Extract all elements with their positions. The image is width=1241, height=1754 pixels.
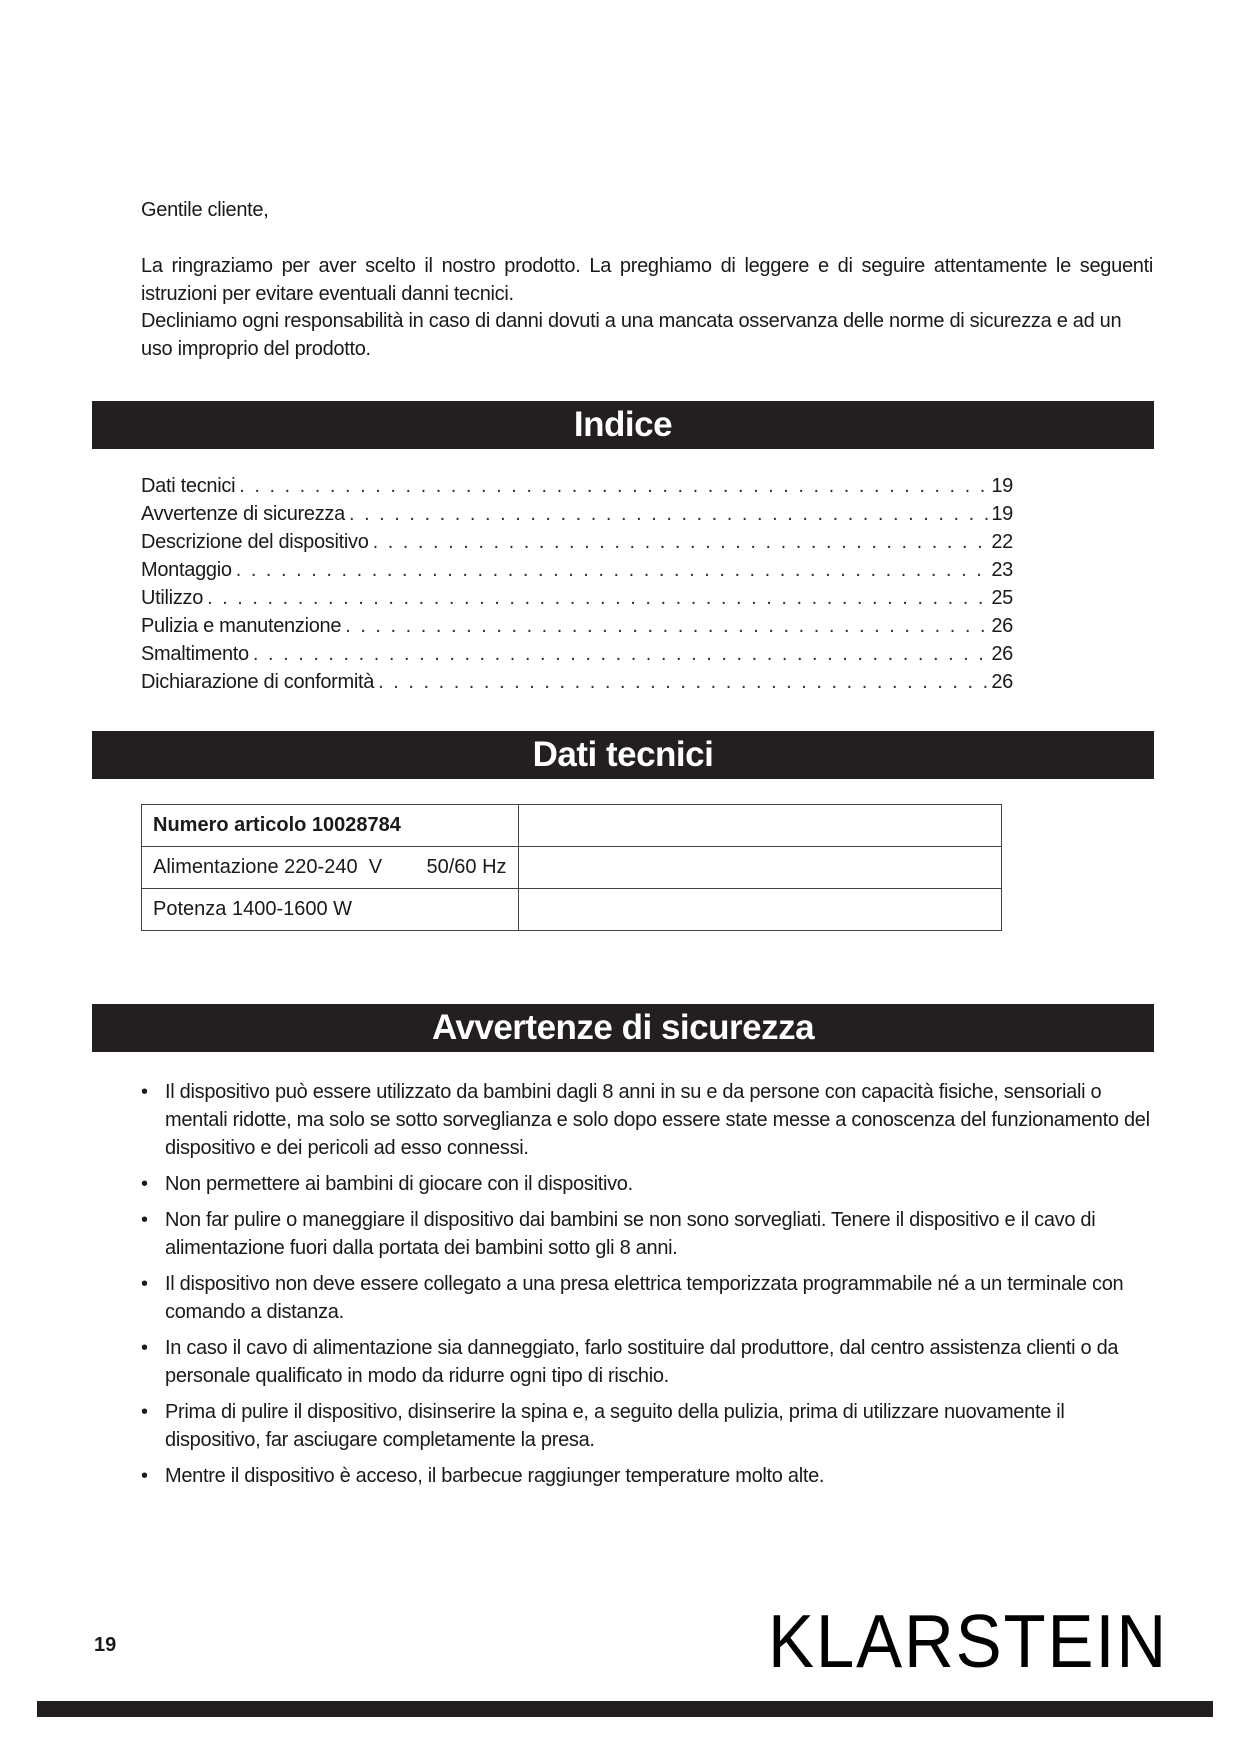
intro-paragraph-2: Decliniamo ogni responsabilità in caso di danni dovuti a una mancata osservanza delle norme di sicurezza e ad un uso improprio del prodotto. [141, 310, 1122, 360]
page-number: 19 [94, 1634, 117, 1656]
toc-leader [203, 584, 989, 612]
toc-label: Descrizione del dispositivo [141, 531, 369, 553]
toc-page: 26 [991, 615, 1013, 637]
safety-text: Il dispositivo non deve essere collegato a una presa elettrica temporizzata programmabile né a un terminale con comando a distanza. [165, 1273, 1124, 1323]
brand-logo: KLARSTEIN [768, 1599, 1169, 1683]
section-header-index: Indice [92, 401, 1154, 449]
table-of-contents [141, 472, 1013, 696]
spec-cell-text: Alimentazione 220-240 V 50/60 Hz [153, 856, 507, 878]
bullet-icon: • [141, 1081, 148, 1103]
safety-item [141, 1078, 1151, 1162]
safety-item [141, 1270, 1151, 1326]
toc-label: Pulizia e manutenzione [141, 615, 342, 637]
table-row [142, 805, 1002, 847]
intro-paragraph-1: La ringraziamo per aver scelto il nostro prodotto. La preghiamo di leggere e di seguire attentamente le seguenti istruzioni per evitare eventuali danni tecnici. [141, 255, 1153, 305]
spec-cell [142, 847, 519, 889]
toc-leader [345, 500, 989, 528]
table-row [142, 889, 1002, 931]
safety-item [141, 1398, 1151, 1454]
toc-page: 19 [991, 475, 1013, 497]
toc-leader [374, 668, 989, 696]
toc-label: Montaggio [141, 559, 232, 581]
bullet-icon: • [141, 1337, 148, 1359]
toc-item[interactable] [141, 640, 1013, 668]
toc-item[interactable] [141, 668, 1013, 696]
bullet-icon: • [141, 1209, 148, 1231]
toc-leader [249, 640, 989, 668]
toc-leader [232, 556, 990, 584]
toc-item[interactable] [141, 500, 1013, 528]
bullet-icon: • [141, 1465, 148, 1487]
spec-cell: Potenza 1400-1600 W [142, 889, 519, 931]
table-row [142, 847, 1002, 889]
safety-list [141, 1078, 1151, 1498]
toc-item[interactable] [141, 472, 1013, 500]
bullet-icon: • [141, 1273, 148, 1295]
toc-page: 23 [991, 559, 1013, 581]
footer-bar [37, 1701, 1213, 1717]
toc-leader [235, 472, 989, 500]
spec-cell [518, 847, 1001, 889]
toc-page: 19 [991, 503, 1013, 525]
toc-item[interactable] [141, 528, 1013, 556]
toc-page: 26 [991, 671, 1013, 693]
spec-cell [518, 805, 1001, 847]
toc-label: Utilizzo [141, 587, 204, 609]
toc-page: 25 [991, 587, 1013, 609]
bullet-icon: • [141, 1401, 148, 1423]
toc-leader [341, 612, 989, 640]
toc-item[interactable] [141, 612, 1013, 640]
toc-label: Avvertenze di sicurezza [141, 503, 345, 525]
safety-item [141, 1206, 1151, 1262]
safety-item [141, 1462, 1151, 1490]
toc-leader [369, 528, 990, 556]
toc-label: Dati tecnici [141, 475, 236, 497]
toc-page: 26 [991, 643, 1013, 665]
toc-label: Smaltimento [141, 643, 249, 665]
toc-page: 22 [991, 531, 1013, 553]
toc-item[interactable] [141, 584, 1013, 612]
safety-text: Non far pulire o maneggiare il dispositivo dai bambini se non sono sorvegliati. Tenere il dispositivo e il cavo di alimentazione fuori dalla portata dei bambini sotto gli 8 anni. [165, 1209, 1096, 1259]
safety-text: Non permettere ai bambini di giocare con il dispositivo. [165, 1173, 633, 1195]
bullet-icon: • [141, 1173, 148, 1195]
toc-label: Dichiarazione di conformità [141, 671, 375, 693]
section-header-specs: Dati tecnici [92, 731, 1154, 779]
safety-text: Mentre il dispositivo è acceso, il barbecue raggiunger temperature molto alte. [165, 1465, 825, 1487]
safety-text: Il dispositivo può essere utilizzato da bambini dagli 8 anni in su e da persone con capacità fisiche, sensoriali o mentali ridotte, ma solo se sotto sorveglianza e solo dopo essere state messe a conoscenza del funzionamento del dispositivo e dei pericoli ad esso connessi. [165, 1081, 1150, 1159]
specs-table [141, 804, 1002, 931]
safety-item [141, 1334, 1151, 1390]
greeting: Gentile cliente, [141, 199, 269, 221]
toc-item[interactable] [141, 556, 1013, 584]
spec-cell: Numero articolo 10028784 [142, 805, 519, 847]
safety-text: In caso il cavo di alimentazione sia danneggiato, farlo sostituire dal produttore, dal centro assistenza clienti o da personale qualificato in modo da ridurre ogni tipo di rischio. [165, 1337, 1119, 1387]
section-header-safety: Avvertenze di sicurezza [92, 1004, 1154, 1052]
spec-cell [518, 889, 1001, 931]
safety-text: Prima di pulire il dispositivo, disinserire la spina e, a seguito della pulizia, prima di utilizzare nuovamente il dispositivo, far asciugare completamente la presa. [165, 1401, 1065, 1451]
safety-item [141, 1170, 1151, 1198]
